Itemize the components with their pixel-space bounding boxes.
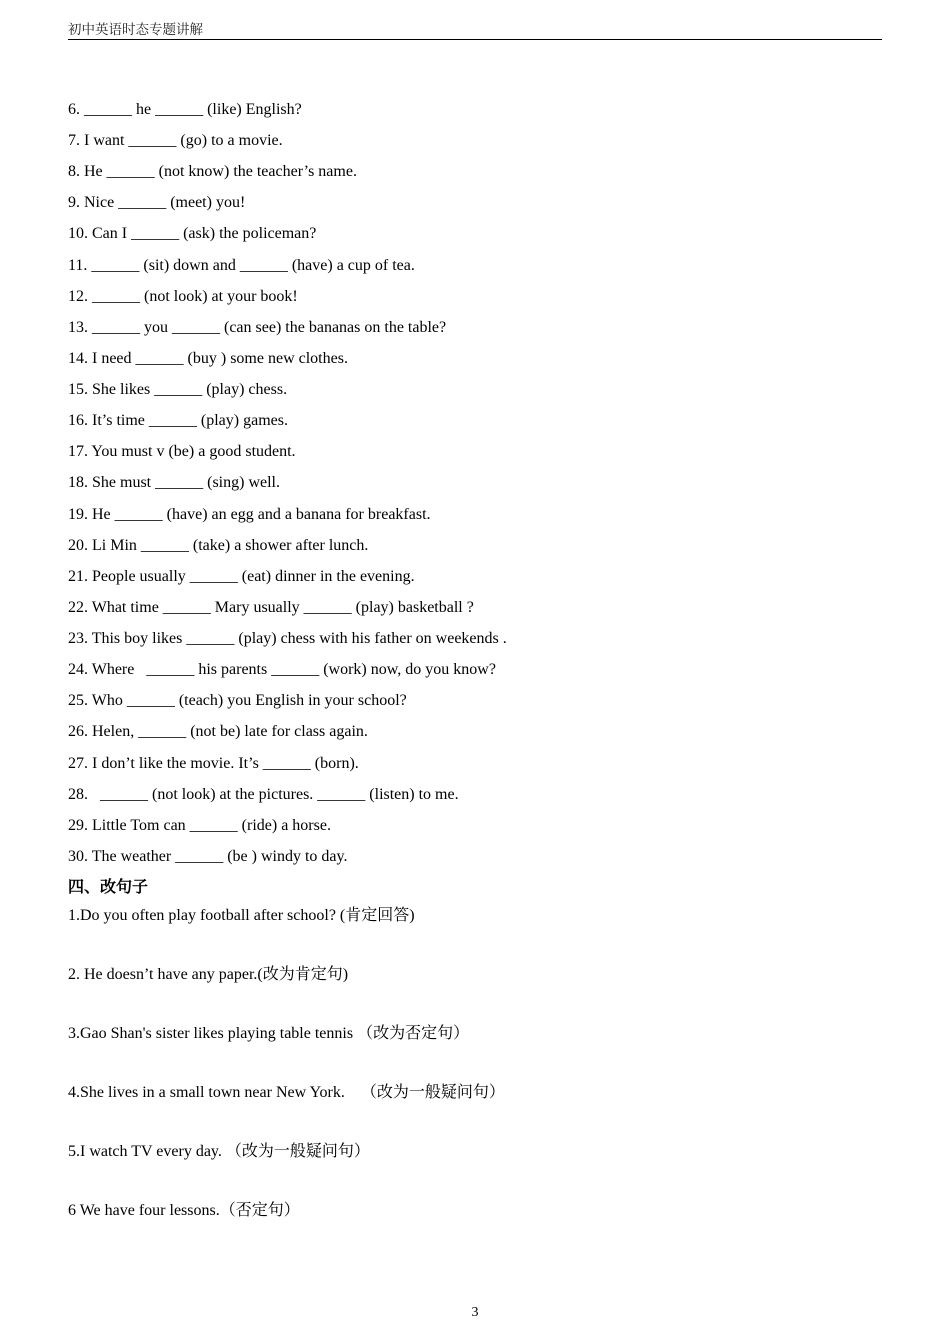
exercise-item: 25. Who ______ (teach) you English in your school? [68, 692, 407, 709]
page-number: 3 [471, 1305, 479, 1320]
exercise-item: 13. ______ you ______ (can see) the bananas on the table? [68, 319, 447, 336]
exercise-item: 22. What time ______ Mary usually ______ (play) basketball ? [68, 599, 474, 616]
exercise-item: 6. ______ he ______ (like) English? [68, 101, 302, 118]
exercise-item: 16. It’s time ______ (play) games. [68, 412, 288, 429]
section-title: 四、改句子 [68, 877, 149, 896]
rewrite-item: 3.Gao Shan's sister likes playing table tennis （改为否定句） [68, 1025, 470, 1042]
exercise-item: 28. ______ (not look) at the pictures. ______ (listen) to me. [68, 786, 459, 803]
exercise-item: 19. He ______ (have) an egg and a banana for breakfast. [68, 506, 431, 523]
exercise-item: 20. Li Min ______ (take) a shower after lunch. [68, 537, 369, 554]
page-header [68, 20, 882, 40]
rewrite-item: 1.Do you often play football after school? (肯定回答) [68, 907, 415, 924]
rewrite-item: 6 We have four lessons.（否定句） [68, 1202, 300, 1219]
exercise-item: 18. She must ______ (sing) well. [68, 474, 280, 491]
exercise-item: 27. I don’t like the movie. It’s ______ (born). [68, 755, 359, 772]
exercise-item: 7. I want ______ (go) to a movie. [68, 132, 283, 149]
exercise-item: 29. Little Tom can ______ (ride) a horse. [68, 817, 331, 834]
exercise-item: 10. Can I ______ (ask) the policeman? [68, 225, 317, 242]
exercise-item: 23. This boy likes ______ (play) chess with his father on weekends . [68, 630, 507, 647]
rewrite-item: 5.I watch TV every day. （改为一般疑问句） [68, 1143, 370, 1160]
exercise-item: 15. She likes ______ (play) chess. [68, 381, 288, 398]
exercise-item: 26. Helen, ______ (not be) late for class again. [68, 723, 368, 740]
rewrite-item: 2. He doesn’t have any paper.(改为肯定句) [68, 966, 349, 983]
exercise-item: 30. The weather ______ (be ) windy to day. [68, 848, 348, 865]
exercise-item: 17. You must v (be) a good student. [68, 443, 296, 460]
exercise-item: 11. ______ (sit) down and ______ (have) a cup of tea. [68, 257, 415, 274]
exercise-item: 21. People usually ______ (eat) dinner in the evening. [68, 568, 415, 585]
rewrite-item: 4.She lives in a small town near New York. （改为一般疑问句） [68, 1084, 505, 1101]
exercise-item: 12. ______ (not look) at your book! [68, 288, 298, 305]
exercise-item: 9. Nice ______ (meet) you! [68, 194, 246, 211]
exercise-item: 24. Where ______ his parents ______ (work) now, do you know? [68, 661, 496, 678]
exercise-item: 8. He ______ (not know) the teacher’s name. [68, 163, 357, 180]
header-title: 初中英语时态专题讲解 [68, 22, 203, 37]
exercise-item: 14. I need ______ (buy ) some new clothes. [68, 350, 348, 367]
